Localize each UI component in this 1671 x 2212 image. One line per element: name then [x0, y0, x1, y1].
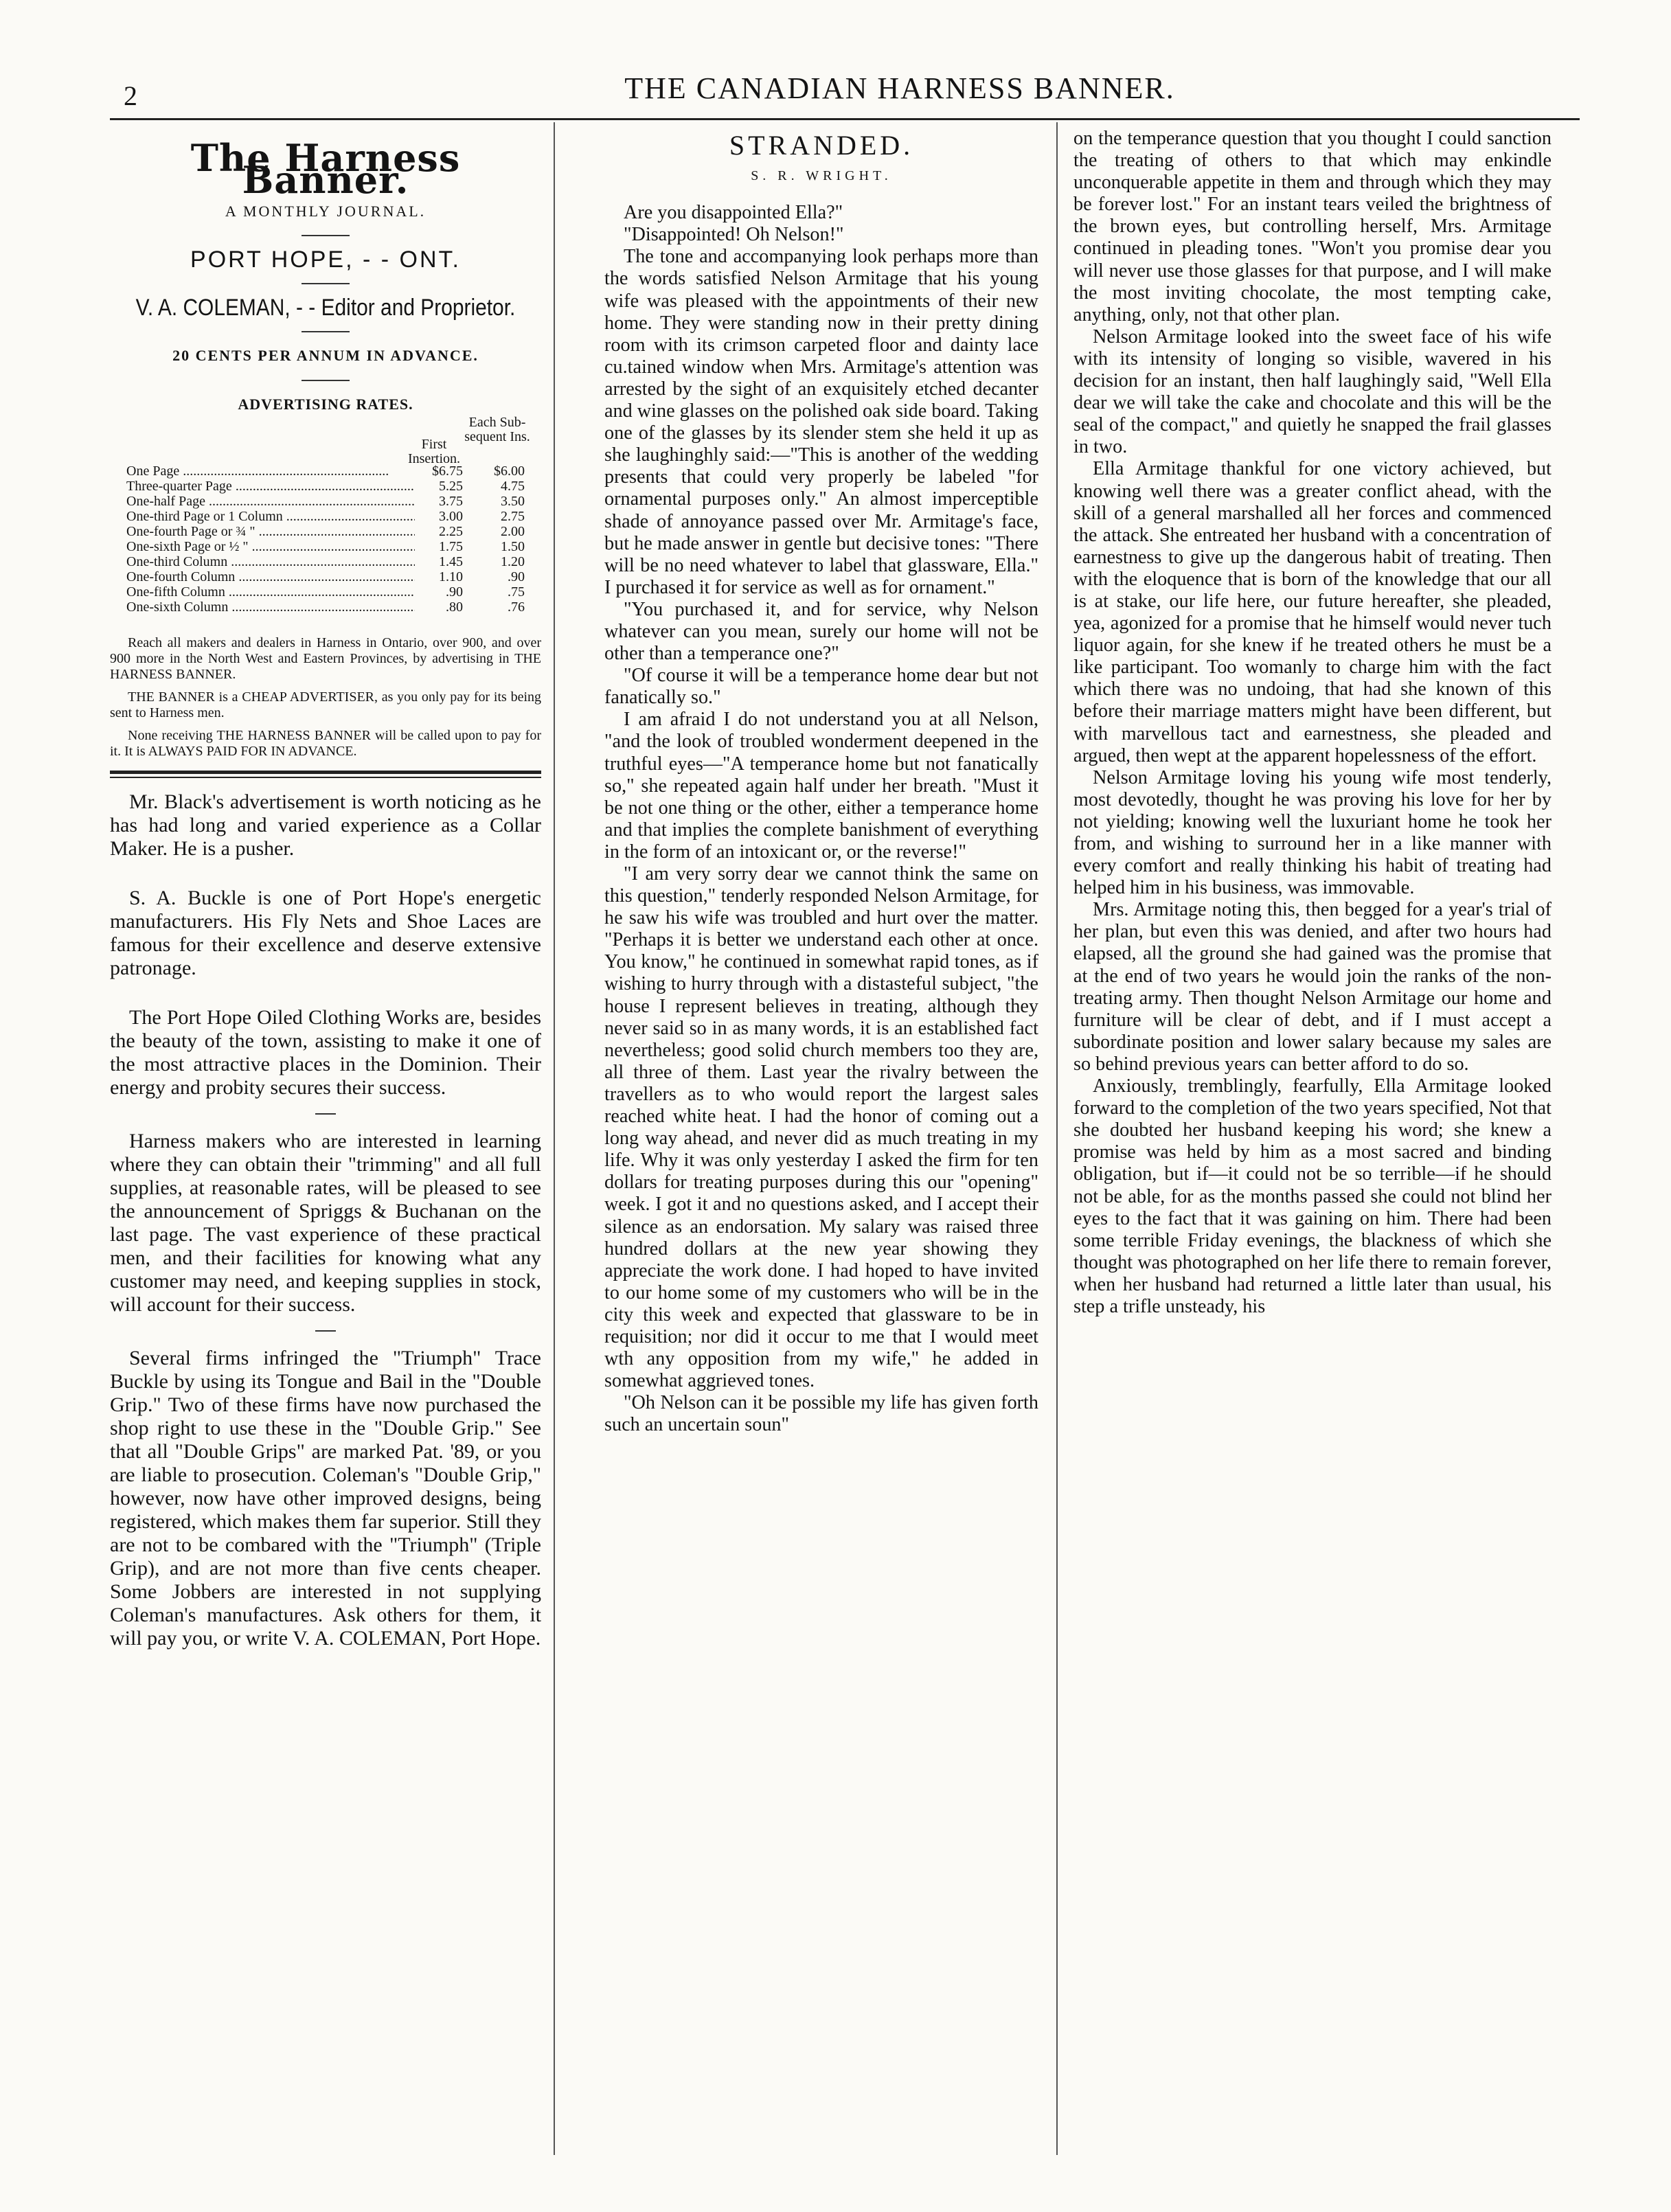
- note: None receiving THE HARNESS BANNER will be called upon to pay for it. It is ALWAYS PAID FOR IN ADVANCE.: [110, 727, 541, 759]
- newspaper-title: THE CANADIAN HARNESS BANNER.: [624, 71, 1175, 105]
- notice-item: The Port Hope Oiled Clothing Works are, besides the beauty of the town, assisting to make it one of the most attractive places in the Dominion. Their energy and probity secures their success.: [110, 1005, 541, 1099]
- rates-header-first: First Insertion.: [407, 436, 461, 466]
- page-number: 2: [124, 80, 137, 111]
- rate-first: .80: [446, 599, 463, 615]
- rate-subsequent: 1.20: [501, 554, 525, 569]
- rate-row: [126, 479, 525, 494]
- rate-label: One-fourth Column .....: [126, 569, 415, 584]
- story-paragraph: The tone and accompanying look perhaps more than the words satisfied Nelson Armitage that his young wife was pleased with the appointments of their new home. They were standing now in their pretty dining room with its crimson carpeted floor and dainty lace cu.tained window when Mrs. Armitage's attention was arrested by the sight of an exquisitely etched decanter and wine glasses on the polished oak side board. Taking one of the glasses by its slender stem she held it up as she laughinghly said:—"This is another of the wedding presents that could very properly be labeled "for ornamental purposes only." An almost imperceptible shade of annoyance passed over Mr. Armitage's face, but he made answer in gentle but decisive tones: "There will be no need whatever to label that glassware, Ella." I purchased it for service as well as for ornament.": [604, 246, 1038, 598]
- notice-item: S. A. Buckle is one of Port Hope's energetic manufacturers. His Fly Nets and Shoe Laces are famous for their excellence and deserve extensive patronage.: [110, 886, 541, 979]
- story-paragraph: Ella Armitage thankful for one victory achieved, but knowing well there was a greater conflict ahead, with the skill of a general marshalled all her forces and commenced the attack. She entreated her husband with a concentration of earnestness to give up the dangerous habit of treating. Then with the eloquence that is born of the knowledge that our all is at stake, our life here, our future hereafter, she pleaded, yea, agonized for a promise that he himself would never tuch liquor again, for she knew if he treated others he must be a like participant. Too womanly to charge him with the fact which there was no undoing, that had she known of this before their marriage matters might have been different, but with marvellous tact and earnestness, she pleaded and argued, then wept at the apparent hopelessness of the effort.: [1073, 458, 1551, 766]
- rate-label: One-third Page or 1 Column .....: [126, 509, 415, 524]
- column-3: [1073, 128, 1551, 1318]
- rate-row: [126, 539, 525, 554]
- rate-subsequent: .90: [508, 569, 525, 584]
- rate-row: [126, 569, 525, 584]
- rate-subsequent: 1.50: [501, 538, 525, 554]
- rate-label: One-third Column .....: [126, 554, 415, 569]
- story-paragraph: Mrs. Armitage noting this, then begged for a year's trial of her plan, but even this was denied, and after two hours had elapsed, all the ground she had gained was the promise that at the end of two years he would join the ranks of the non-treating army. Then thought Nelson Armitage our home and furniture will be clear of debt, and if I must accept a subordinate position and lower salary because my sales are so behind previous years can better afford to do so.: [1073, 899, 1551, 1075]
- story-paragraph: "Oh Nelson can it be possible my life has given forth such an uncertain soun": [604, 1392, 1038, 1436]
- subscription-price: 20 CENTS PER ANNUM IN ADVANCE.: [172, 347, 479, 365]
- note: THE BANNER is a CHEAP ADVERTISER, as you only pay for its being sent to Harness men.: [110, 689, 541, 720]
- rate-first: 1.75: [439, 538, 463, 554]
- story-body-col2: [604, 202, 1038, 1436]
- rate-first: 2.25: [439, 523, 463, 539]
- rate-first: .90: [446, 584, 463, 600]
- story-paragraph: Are you disappointed Ella?": [624, 202, 843, 224]
- story-paragraph: on the temperance question that you thought I could sanction the treating of others to that which may enkindle unconquerable appetite in them and through which they may be forever lost." For an instant tears veiled the brightness of the brown eyes, but controlling herself, Mrs. Armitage continued in pleading tones. "Won't you promise dear you will never use those glasses for that purpose, and I will make the most inviting chocolate, the most tempting cake, anything, only, not that other plan.: [1073, 128, 1551, 326]
- rate-first: 5.25: [439, 478, 463, 494]
- notice-item: Harness makers who are interested in learning where they can obtain their "trimming" and all full supplies, at reasonable rates, will be pleased to see the announcement of Spriggs & Buchanan on the last page. The vast experience of these practical men, and their facilities for knowing what any customer may need, and keeping supplies in stock, will account for their success.: [110, 1129, 541, 1316]
- masthead-place: PORT HOPE, - - ONT.: [190, 247, 461, 273]
- rate-row: [126, 494, 525, 509]
- rate-label: One-half Page .....: [126, 494, 415, 509]
- story-paragraph: "Disappointed! Oh Nelson!": [624, 224, 844, 246]
- rate-row: [126, 509, 525, 524]
- rates-header-subsequent: Each Sub-sequent Ins.: [464, 414, 530, 444]
- rate-subsequent: .76: [508, 599, 525, 615]
- header-rule: [110, 118, 1580, 120]
- advertising-rates-title: ADVERTISING RATES.: [238, 395, 413, 413]
- masthead-subtitle: A MONTHLY JOURNAL.: [225, 203, 427, 220]
- story-paragraph: "I am very sorry dear we cannot think the same on this question," tenderly responded Nelson Armitage, for he saw his wife was troubled and hurt over the matter. "Perhaps it is better we understand each other at once. You know," he continued in somewhat rapid tones, as if wishing to hurry through with a distasteful subject, "the house I represent believes in treating, although they never said so in as many words, it is an established fact nevertheless; good solid church members too they are, all three of them. Last year the rivalry between the travellers as to who would report the largest sales reached white heat. I had the honor of coming out a long way ahead, and never did as much treating in my life. Why it was only yesterday I asked the firm for ten dollars for treating purposes during this our "opening" week. I got it and no questions asked, and I accept their silence as an endorsation. My salary was raised three hundred dollars at the new year showing they appreciate the work done. I had hoped to have invited to our home some of my customers who will be in the city this week and expected that glassware to be in requisition; nor did it occur to me that I would meet wth any opposition from my wife," he added in somewhat aggrieved tones.: [604, 863, 1038, 1392]
- masthead-title: The Harness Banner.: [190, 136, 461, 203]
- column-divider: [1056, 122, 1058, 2155]
- rate-subsequent: 4.75: [501, 478, 525, 494]
- rate-subsequent: 3.50: [501, 493, 525, 509]
- story-title: STRANDED.: [729, 130, 914, 161]
- rate-label: One Page .....: [126, 464, 415, 479]
- rate-subsequent: 2.00: [501, 523, 525, 539]
- rate-first: $6.75: [432, 463, 463, 479]
- rate-label: One-fifth Column .....: [126, 584, 415, 600]
- note: Reach all makers and dealers in Harness in Ontario, over 900, and over 900 more in the North West and Eastern Provinces, by advertising in THE HARNESS BANNER.: [110, 635, 541, 682]
- story-body-col3: [1073, 128, 1551, 1318]
- story-paragraph: Nelson Armitage loving his young wife most tenderly, most devotedly, thought he was proving his love for her by not yielding; knowing well the luxuriant home he took her from, and wishing to surround her in a like manner with every comfort and really thinking his habit of treating had helped him in his business, was immovable.: [1073, 766, 1551, 899]
- divider: [315, 1330, 336, 1332]
- story-byline: S. R. WRIGHT.: [751, 168, 892, 184]
- rate-subsequent: .75: [508, 584, 525, 600]
- divider: [302, 380, 350, 381]
- column-2: [604, 122, 1038, 1436]
- notice-item: Several firms infringed the "Triumph" Trace Buckle by using its Tongue and Bail in the "Double Grip." Two of these firms have now purchased the shop right to use these in the "Double Grip." See that all "Double Grips" are marked Pat. '89, or you are liable to prosecution. Coleman's "Double Grip," however, now have other improved designs, being registered, which makes them far superior. Still they are not to be combared with the "Triumph" (Triple Grip), and are not more than five cents cheaper. Some Jobbers are interested in not supplying Coleman's manufactures. Ask others for them, it will pay you, or write V. A. COLEMAN, Port Hope.: [110, 1346, 541, 1650]
- masthead-editor: V. A. COLEMAN, - - Editor and Proprietor.: [135, 295, 516, 321]
- rates-table: [126, 414, 530, 615]
- rate-label: One-sixth Column .....: [126, 600, 415, 615]
- rate-label: One-fourth Page or ¾ " .....: [126, 524, 415, 539]
- section-rule: [110, 771, 541, 774]
- section-rule: [110, 777, 541, 778]
- rate-row: [126, 584, 525, 600]
- rate-first: 3.75: [439, 493, 463, 509]
- notice-item: Mr. Black's advertisement is worth noticing as he has had long and varied experience as a Collar Maker. He is a pusher.: [110, 790, 541, 860]
- story-paragraph: I am afraid I do not understand you at all Nelson, "and the look of troubled wonderment deepened in the truthful eyes—"A temperance home but not fanatically so," she repeated again half under her breath. "Must it be not one thing or the other, either a temperance home and that implies the complete banishment of everything in the form of an intoxicant or, or the reverse!": [604, 709, 1038, 863]
- rate-subsequent: 2.75: [501, 508, 525, 524]
- rate-first: 3.00: [439, 508, 463, 524]
- story-paragraph: Anxiously, tremblingly, fearfully, Ella Armitage looked forward to the completion of the two years specified, Not that she doubted her husband keeping his word; she knew a promise was held by him as a most sacred and binding obligation, but if—it could not be so terrible—if he should not be able, for as the months passed she could not blind her eyes to the fact that it was gaining on him. There had been some terrible Friday evenings, the blackness of which she thought was photographed on her life there to remain forever, when her husband had returned a little later than usual, his step a trifle unsteady, his: [1073, 1075, 1551, 1317]
- divider: [302, 235, 350, 236]
- rate-row: [126, 554, 525, 569]
- story-paragraph: "Of course it will be a temperance home dear but not fanatically so.": [604, 665, 1038, 709]
- advertising-notes: [110, 635, 541, 760]
- story-paragraph: "You purchased it, and for service, why Nelson whatever can you mean, surely our home will not be other than a temperance one?": [604, 598, 1038, 665]
- divider: [302, 331, 350, 332]
- column-divider: [554, 122, 555, 2155]
- notices: [110, 790, 541, 1650]
- divider: [315, 1113, 336, 1115]
- rate-subsequent: $6.00: [494, 463, 525, 479]
- rate-first: 1.10: [439, 569, 463, 584]
- rate-label: One-sixth Page or ½ " .....: [126, 539, 415, 554]
- rate-row: [126, 600, 525, 615]
- rate-first: 1.45: [439, 554, 463, 569]
- rate-row: [126, 524, 525, 539]
- divider: [302, 283, 350, 284]
- column-1: [110, 122, 541, 1650]
- rate-label: Three-quarter Page .....: [126, 479, 415, 494]
- story-paragraph: Nelson Armitage looked into the sweet face of his wife with its intensity of longing so visible, wavered in his decision for an instant, then half laughingly said, "Well Ella dear we will take the cake and chocolate and this will be the seal of the compact," and quietly he snapped the frail glasses in two.: [1073, 326, 1551, 458]
